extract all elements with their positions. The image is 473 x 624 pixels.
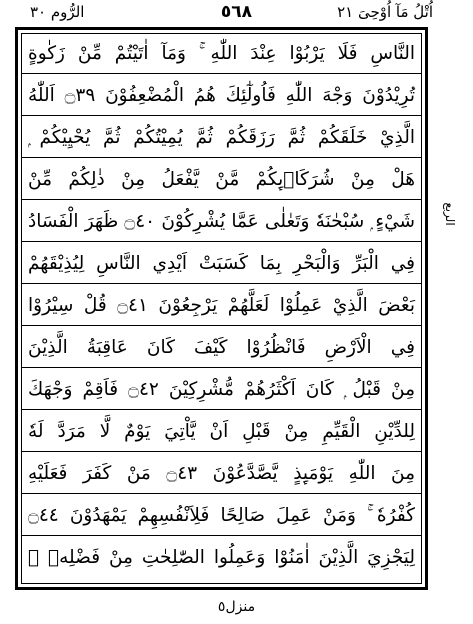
- manzil-footer: منزل٥: [217, 599, 256, 615]
- margin-note-text: الربع: [443, 202, 457, 226]
- text-line: النَّاسِ فَلَا يَرْبُوْا عِنْدَ اللّٰهِ ۚ وَمَآ اٰتَيْتُمْ مِّنْ زَكٰوةٍ: [22, 34, 421, 74]
- text-line: الَّذِيْ خَلَقَكُمْ ثُمَّ رَزَقَكُمْ ثُمَّ يُمِيْتُكُمْ ثُمَّ يُحْيِيْكُمْ ۭ: [22, 118, 421, 158]
- text-line: شَيْءٍ ۭ سُبْحٰنَهٗ وَتَعٰلٰى عَمَّا يُشْرِكُوْنَ ۝٤٠ ظَهَرَ الْفَسَادُ: [22, 202, 421, 242]
- margin-annotation: [432, 200, 468, 228]
- text-line: بَعْضَ الَّذِيْ عَمِلُوْا لَعَلَّهُمْ يَرْجِعُوْنَ ۝٤١ قُلْ سِيْرُوْا: [22, 286, 421, 326]
- text-line: مِنَ اللّٰهِ يَوْمَىِٕذٍ يَّصَّدَّعُوْنَ ۝٤٣ مَنْ كَفَرَ فَعَلَيْهِ: [22, 454, 421, 494]
- text-line: لِيَجْزِيَ الَّذِيْنَ اٰمَنُوْا وَعَمِلُوا الصّٰلِحٰتِ مِنْ فَضْلِهٖ ۭ: [28, 547, 415, 568]
- text-line: كُفْرُهٗ ۚ وَمَنْ عَمِلَ صَالِحًا فَلِاَنْفُسِهِمْ يَمْهَدُوْنَ ۝٤٤: [22, 496, 421, 536]
- text-line: فِي الْبَرِّ وَالْبَحْرِ بِمَا كَسَبَتْ اَيْدِي النَّاسِ لِيُذِيْقَهُمْ: [22, 244, 421, 284]
- juz-name: اُتْلُ مَآ اُوْحِیَ ٢١: [337, 3, 433, 21]
- text-line: مِنْ قَبْلُ ۭ كَانَ اَكْثَرُهُمْ مُّشْرِكِيْنَ ۝٤٢ فَاَقِمْ وَجْهَكَ: [22, 370, 421, 410]
- surah-name: الرُّوم ٣٠: [30, 3, 85, 21]
- text-line: هَلْ مِنْ شُرَكَاۗىِٕكُمْ مَّنْ يَّفْعَلُ مِنْ ذٰلِكُمْ مِّنْ: [22, 160, 421, 200]
- text-block: [22, 34, 421, 583]
- text-line: لِلدِّيْنِ الْقَيِّمِ مِنْ قَبْلِ اَنْ يَّاْتِيَ يَوْمٌ لَّا مَرَدَّ لَهٗ: [22, 412, 421, 452]
- text-line: تُرِيْدُوْنَ وَجْهَ اللّٰهِ فَاُولٰٓئِكَ هُمُ الْمُضْعِفُوْنَ ۝٣٩ اَللّٰهُ: [22, 76, 421, 116]
- page-number: ٥٦٨: [220, 2, 253, 22]
- page-header: [0, 0, 473, 28]
- text-line: فِي الْاَرْضِ فَانْظُرُوْا كَيْفَ كَانَ عَاقِبَةُ الَّذِيْنَ: [22, 328, 421, 368]
